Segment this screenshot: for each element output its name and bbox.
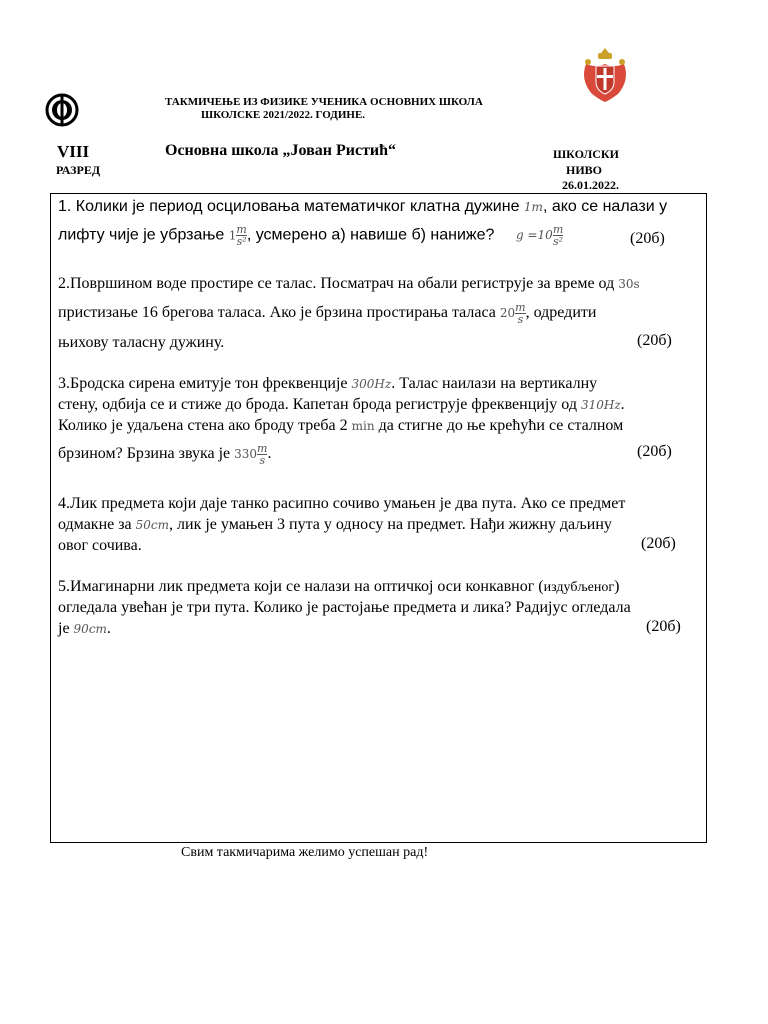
question-1-line1: 1. Колики је период осциловања математичког клатна дужине 1m, ако се налази у <box>58 198 668 215</box>
question-3-line1: 3.Бродска сирена емитује тон фреквенције 300Hz. Талас наилази на вертикалну <box>58 375 598 392</box>
date: 26.01.2022. <box>562 178 619 192</box>
serbia-coat-of-arms-icon <box>578 44 632 104</box>
question-2-points: (20б) <box>637 332 672 349</box>
question-1-points: (20б) <box>630 230 665 247</box>
acceleration-fraction: $\frac{m}{\text{s²}}$ <box>236 223 247 248</box>
header-title-line2: ШКОЛСКЕ 2021/2022. ГОДИНЕ. <box>201 109 366 121</box>
question-3-line3: Колико је удаљена стена ако броду треба 2 min да стигне до ње крећући се сталном <box>58 417 624 434</box>
time-min-value: min <box>351 419 375 433</box>
question-1-line2: лифту чије је убрзање 1 $\frac{m}{\text{s²}}$ , усмерено а) навише б) наниже? <box>58 223 495 248</box>
time-value: 30s <box>618 277 640 291</box>
question-4-points: (20б) <box>641 535 676 552</box>
question-2-line1: 2.Површином воде простире се талас. Посматрач на обали региструје за време од 30s <box>58 275 640 292</box>
grade: VIII <box>57 142 90 161</box>
wave-speed-fraction: $\frac{m}{s}$ <box>515 301 526 326</box>
length-value: 1m <box>523 200 543 214</box>
question-2-line3: њихову таласну дужину. <box>58 334 225 351</box>
question-5-line3: је 90cm. <box>58 620 111 637</box>
question-4-line1: 4.Лик предмета који даје танко расипно сочиво умањен је два пута. Ако се предмет <box>58 495 626 512</box>
sound-speed-fraction: $\frac{m}{s}$ <box>257 442 268 467</box>
level-line1: ШКОЛСКИ <box>553 147 619 161</box>
level-line2: НИВО <box>566 163 603 177</box>
gravity-formula: g =10 $\frac{m}{\text{s²}}$ <box>516 223 564 248</box>
question-3-line4: брзином? Брзина звука је 330 $\frac{m}{s}$ . <box>58 442 272 467</box>
radius-value: 90cm <box>73 622 107 636</box>
question-4-line3: овог сочива. <box>58 537 142 554</box>
question-5-line1: 5.Имагинарни лик предмета који се налази на оптичкој оси конкавног (издубљеног) <box>58 578 620 595</box>
footer-message: Свим такмичарима желимо успешан рад! <box>181 845 429 860</box>
school-name: Основна школа „Јован Ристић“ <box>165 142 397 159</box>
physics-society-logo-icon <box>44 92 80 128</box>
question-5-line2: огледала увећан је три пута. Колико је растојање предмета и лика? Радијус огледала <box>58 599 631 616</box>
question-3-points: (20б) <box>637 443 672 460</box>
distance-value: 50cm <box>135 518 170 532</box>
question-3-line2: стену, одбија се и стиже до брода. Капетан брода региструје фреквенцију од 310Hz. <box>58 396 625 413</box>
question-2-line2: пристизање 16 брегова таласа. Ако је брзина простирања таласа 20 $\frac{m}{s}$ , одредити <box>58 301 597 326</box>
header-title-line1: ТАКМИЧЕЊЕ ИЗ ФИЗИКЕ УЧЕНИКА ОСНОВНИХ ШКОЛА <box>165 96 483 108</box>
frequency-value-2: 310Hz <box>580 398 621 412</box>
frequency-value-1: 300Hz <box>351 377 392 391</box>
grade-label: РАЗРЕД <box>56 163 101 177</box>
question-5-points: (20б) <box>646 618 681 635</box>
question-4-line2: одмакне за 50cm, лик је умањен 3 пута у односу на предмет. Нађи жижну даљину <box>58 516 612 533</box>
